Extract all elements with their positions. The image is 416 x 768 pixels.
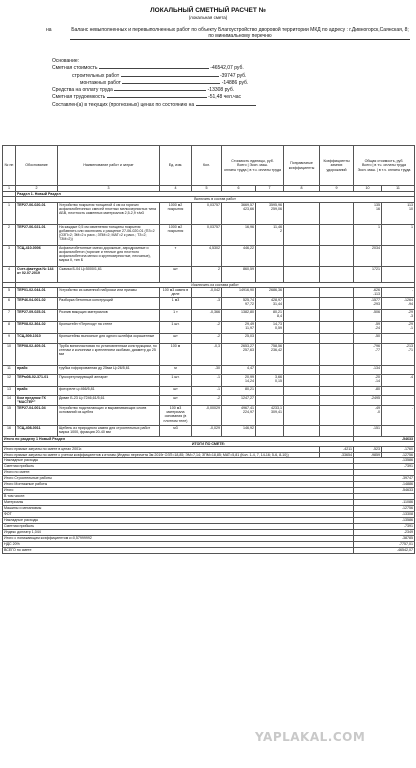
row-total: -49 -0: [354, 405, 382, 425]
row-number: 15: [3, 405, 16, 425]
row-winter: [320, 321, 354, 333]
totals-label: Итоги по смете:: [3, 470, 354, 476]
row-expl-total: -: [382, 405, 415, 425]
totals-value: -13308: [354, 512, 415, 518]
row-basis: ТЕР27-09-025-01: [16, 309, 58, 321]
row-unit: 1000 м2 покрытия: [160, 202, 192, 224]
row-qty: -2: [192, 333, 222, 343]
summary-labor: Сметная трудоемкость -51,48 чел.час: [52, 94, 242, 101]
table-row: [3, 321, 415, 333]
row-unit-expl: [256, 333, 284, 343]
totals-label: НДС 20%: [3, 542, 354, 548]
totals-row: [3, 548, 415, 554]
row-coef: [284, 374, 320, 386]
table-row: [3, 202, 415, 224]
table-row: [3, 333, 415, 343]
table-row: [3, 287, 415, 297]
row-coef: [284, 386, 320, 395]
page-title: ЛОКАЛЬНЫЙ СМЕТНЫЙ РАСЧЕТ №: [150, 7, 266, 14]
row-total: 1: [354, 224, 382, 245]
row-number: 14: [3, 395, 16, 405]
row-unit: шт: [160, 266, 192, 282]
table-row: [3, 245, 415, 266]
total-direct-row: Итого прямые затраты по смете в ценах 2001г. -4211 -523 -1760: [4, 447, 414, 452]
table-row: [3, 374, 415, 386]
row-winter: [320, 266, 354, 282]
row-unit-total: 525,74 97,72: [222, 297, 256, 309]
totals-value: -7757,01: [354, 542, 415, 548]
table-row: [3, 425, 415, 436]
totals-label: ФОТ: [3, 512, 354, 518]
object-prefix: на: [46, 27, 52, 33]
summary-construction: строительных работ -39747 руб.: [72, 72, 247, 79]
included-row: Включить в состав работ: [3, 197, 415, 202]
summary-wages: Средства на оплату труда -13308 руб.: [52, 87, 235, 94]
row-coef: [284, 202, 320, 224]
totals-value: -12756: [354, 506, 415, 512]
row-total: -50: [354, 333, 382, 343]
table-row: [3, 266, 415, 282]
row-expl-total: -1264 -94: [382, 297, 415, 309]
col-header-unit-cost: Стоимость единицы, руб. Всего | Эксп. маш. оплаты труда | в т.ч. оплаты труда: [222, 146, 284, 186]
totals-value: -46542,07: [354, 548, 415, 554]
summary-prices-date: Составлен(а) в текущих (прогнозных) ценах по состоянию на: [52, 102, 256, 109]
col-header-qty: Кол.: [192, 146, 222, 186]
row-basis: ТЕРм08-02-371-01: [16, 374, 58, 386]
row-winter: [320, 365, 354, 374]
row-expl-total: [382, 333, 415, 343]
totals-label: Накладные расходы: [3, 518, 354, 524]
row-winter: [320, 297, 354, 309]
row-coef: [284, 287, 320, 297]
row-expl-total: -213 -71: [382, 343, 415, 365]
row-unit-total: 14916,90: [222, 287, 256, 297]
row-unit: 100 м3 камня в деле: [160, 287, 192, 297]
row-expl-total: [382, 395, 415, 405]
col-header-basis: Обоснование: [16, 146, 58, 186]
row-unit-expl: 428,97 31,44: [256, 297, 284, 309]
row-qty: 0,03757: [192, 202, 222, 224]
row-expl-total: -29 -1: [382, 321, 415, 333]
row-number: 3: [3, 245, 16, 266]
row-number: 9: [3, 333, 16, 343]
row-unit: шт: [160, 395, 192, 405]
col-header-coef: Поправочные коэффициенты: [284, 146, 320, 186]
totals-value: -7391: [354, 524, 415, 530]
row-name: трубка гофрированная ду 25мм Ц=26/5,61: [58, 365, 160, 374]
row-expl-total: [382, 365, 415, 374]
row-name: Диван Б-23 Ц=7246,61/5,61: [58, 395, 160, 405]
totals-label: Сметная прибыль: [3, 464, 354, 470]
watermark-text: YAPLAKAL.COM: [255, 730, 366, 744]
row-unit: 1 т: [160, 309, 192, 321]
row-winter: [320, 405, 354, 425]
row-expl-total: [382, 245, 415, 266]
row-unit: 1 м3: [160, 297, 192, 309]
row-total: -59 -24: [354, 321, 382, 333]
row-winter: [320, 309, 354, 321]
row-winter: [320, 386, 354, 395]
row-unit-expl: 3,66 0,15: [256, 374, 284, 386]
row-name: Щебень из природного камня для строительных работ марка 1000, фракция 20-40 мм: [58, 425, 160, 436]
row-number: 10: [3, 343, 16, 365]
row-coef: [284, 266, 320, 282]
row-qty: -0,366: [192, 309, 222, 321]
row-number: 6: [3, 297, 16, 309]
row-number: 1: [3, 202, 16, 224]
row-unit: 1 шт.: [160, 374, 192, 386]
row-unit-expl: 4233,1 309,41: [256, 405, 284, 425]
row-qty: -0,3: [192, 343, 222, 365]
row-qty: -1: [192, 374, 222, 386]
row-basis: ТЕР08-02-409-01: [16, 343, 58, 365]
row-name: Скамья Б-04 Ц=5000/1,61: [58, 266, 160, 282]
summary-basis: Основание:: [52, 58, 80, 64]
page-subtitle: (локальная смета): [188, 15, 228, 20]
row-unit: шт: [160, 386, 192, 395]
row-qty: -0,00029: [192, 405, 222, 425]
row-name: Разборка бетонных конструкций: [58, 297, 160, 309]
row-unit: шт: [160, 333, 192, 343]
row-number: 2: [3, 224, 16, 245]
row-unit: 1 шт.: [160, 321, 192, 333]
row-winter: [320, 343, 354, 365]
row-unit-total: 20,99 14,24: [222, 374, 256, 386]
row-unit-expl: [256, 425, 284, 436]
row-unit-total: 4967,41 224,97: [222, 405, 256, 425]
row-expl-total: [382, 425, 415, 436]
row-basis: Ком предлож ГК "МАСТЕР": [16, 395, 58, 405]
row-total: 1721: [354, 266, 382, 282]
row-expl-total: -: [382, 287, 415, 297]
row-unit-expl: 11,46 2: [256, 224, 284, 245]
row-name: фотореле ц=466/5,81: [58, 386, 160, 395]
row-winter: [320, 425, 354, 436]
totals-value: -54633: [354, 488, 415, 494]
col-header-unit: Ед. изм.: [160, 146, 192, 186]
row-unit-total: 80,21: [222, 386, 256, 395]
summary-mounting: монтажных работ -14886 руб.: [80, 79, 249, 86]
row-qty: 0,03757: [192, 224, 222, 245]
row-unit-total: 16,96: [222, 224, 256, 245]
row-expl-total: 1: [382, 224, 415, 245]
estimate-totals-header: ИТОГИ ПО СМЕТЕ:: [3, 442, 415, 447]
row-unit-total: 25,03: [222, 333, 256, 343]
row-unit-expl: 14,73 0,59: [256, 321, 284, 333]
col-header-no: № пп: [3, 146, 16, 186]
row-coef: [284, 224, 320, 245]
totals-value: -7391: [354, 464, 415, 470]
row-unit-expl: 80,21 8,4: [256, 309, 284, 321]
row-unit-total: 4,47: [222, 365, 256, 374]
row-winter: [320, 287, 354, 297]
row-total: -151: [354, 425, 382, 436]
row-unit-total: 146,92: [222, 425, 256, 436]
row-coef: [284, 333, 320, 343]
table-row: [3, 365, 415, 374]
totals-value: -13586: [354, 458, 415, 464]
row-expl-total: 113 10: [382, 202, 415, 224]
row-total: -1577 -293: [354, 297, 382, 309]
totals-value: -39747: [354, 476, 415, 482]
totals-value: -11086: [354, 500, 415, 506]
row-basis: ТЕР01-02-044-01: [16, 287, 58, 297]
row-coef: [284, 245, 320, 266]
row-total: -2495: [354, 395, 382, 405]
row-total: -796 -77: [354, 343, 382, 365]
row-total: -626 -113: [354, 287, 382, 297]
estimate-table: [2, 145, 415, 554]
totals-label: Итого: [3, 488, 354, 494]
row-qty: -30: [192, 365, 222, 374]
summary-cost: Сметная стоимость -46542,07 руб.: [52, 65, 244, 72]
row-basis: ТСЦ-509-1010: [16, 333, 58, 343]
table-row: [3, 405, 415, 425]
table-row: [3, 386, 415, 395]
row-expl-total: -29 -3: [382, 309, 415, 321]
totals-label: Итого Монтажные работы: [3, 482, 354, 488]
row-basis: ТЕР27-04-001-04: [16, 405, 58, 425]
totals-label: Сметная прибыль: [3, 524, 354, 530]
row-total: -134: [354, 365, 382, 374]
row-unit-expl: [256, 245, 284, 266]
row-unit: м3: [160, 425, 192, 436]
totals-label: Материалы: [3, 500, 354, 506]
row-qty: -2: [192, 321, 222, 333]
table-row: [3, 224, 415, 245]
row-total: -20 -14: [354, 374, 382, 386]
row-number: 16: [3, 425, 16, 436]
row-name: Асфальтобетонные смеси дорожные, аэродромные и асфальтобетон (горячие и теплые для плотного асфальтобетона мелко и крупнозернистые, песчаные), марка II, тип Б: [58, 245, 160, 266]
row-unit: 100 м: [160, 343, 192, 365]
row-unit-expl: [256, 266, 284, 282]
totals-label: Итого Строительные работы: [3, 476, 354, 482]
row-name: Розлив вяжущих материалов: [58, 309, 160, 321]
row-qty: -2: [192, 395, 222, 405]
table-row: [3, 309, 415, 321]
row-name: Кронштейны выносные для одного шлейфа окрашенные: [58, 333, 160, 343]
row-winter: [320, 202, 354, 224]
row-unit-total: 2653,27 257,63: [222, 343, 256, 365]
row-name: Устройство подстилающих и выравнивающих слоев оснований из щебня: [58, 405, 160, 425]
totals-label: Накладные расходы: [3, 458, 354, 464]
total-indexed-row: Итого прямые затраты по смете с учетом коэффициентов к итогам (Индекс пересчета 3м 2019г ОЗП=18,85; ЭМ=7,14; ЗПМ=18,85; МАТ=5,81 (Кол. 1-4, 7, 14-16; 5-6, 8-10)) -33654 -9859 -12756: [4, 452, 414, 457]
summary-block: [52, 58, 256, 109]
totals-value: -2349: [354, 530, 415, 536]
row-winter: [320, 333, 354, 343]
row-name: Кронштейн «Переход» на стене: [58, 321, 160, 333]
row-basis: прайс: [16, 365, 58, 374]
row-coef: [284, 309, 320, 321]
row-number: 13: [3, 386, 16, 395]
row-unit: 1000 м2 покрытия: [160, 224, 192, 245]
row-coef: [284, 297, 320, 309]
col-header-winter: Коэффициенты зимних удорожаний: [320, 146, 354, 186]
section-total-row: Итого по разделу 1 Новый Раздел -54633: [4, 436, 414, 441]
row-qty: -3: [192, 297, 222, 309]
row-basis: прайс: [16, 386, 58, 395]
row-qty: -1: [192, 386, 222, 395]
totals-value: -14886: [354, 482, 415, 488]
col-header-name: Наименование работ и затрат: [58, 146, 160, 186]
table-row: [3, 297, 415, 309]
totals-value: -13586: [354, 518, 415, 524]
row-expl-total: [382, 386, 415, 395]
row-unit-expl: [256, 386, 284, 395]
row-unit-expl: [256, 365, 284, 374]
row-coef: [284, 365, 320, 374]
row-name: Устройство из каменной наброски или призмы: [58, 287, 160, 297]
row-qty: -0,029: [192, 425, 222, 436]
col-header-total-cost: Общая стоимость, руб. Всего | в т.ч. оплаты труда Эксп. маш. | в т.ч. оплаты труда: [354, 146, 415, 186]
row-unit: м: [160, 365, 192, 374]
row-number: 11: [3, 365, 16, 374]
table-header-row: [3, 146, 415, 186]
row-basis: ТЕР46-04-001-02: [16, 297, 58, 309]
row-coef: [284, 395, 320, 405]
totals-label: В том числе:: [3, 494, 354, 500]
row-unit-expl: 758,56 236,42: [256, 343, 284, 365]
row-name: Пускорегулирующий аппарат: [58, 374, 160, 386]
row-qty: -0,042: [192, 287, 222, 297]
row-total: -80: [354, 386, 382, 395]
row-unit-expl: [256, 395, 284, 405]
totals-label: Итого с понижающим коэффициентом к=0,57999992: [3, 536, 354, 542]
row-basis: ТСЦ-408-0011: [16, 425, 58, 436]
row-unit-expl: 2686,36: [256, 287, 284, 297]
object-underline: [70, 39, 410, 40]
row-basis: Счет-фактура № 144 от 02.07.2019: [16, 266, 58, 282]
row-basis: ТСЦ-410-0006: [16, 245, 58, 266]
row-winter: [320, 395, 354, 405]
row-total: 2034: [354, 245, 382, 266]
row-number: 7: [3, 309, 16, 321]
row-expl-total: -4: [382, 374, 415, 386]
row-expl-total: [382, 266, 415, 282]
excluded-row: Исключить из состава работ: [3, 282, 415, 287]
row-coef: [284, 425, 320, 436]
table-row: [3, 395, 415, 405]
object-name: Баланс невыполненных и перевыполненных работ по объекту Благоустройство дворовой территории МКД по адресу : г.Дивногорск,Саянская, 8; по минимальному перечню: [71, 27, 409, 39]
row-unit-total: 1247,27: [222, 395, 256, 405]
row-total: -506: [354, 309, 382, 321]
row-unit-expl: 3595,96 259,06: [256, 202, 284, 224]
row-number: 4: [3, 266, 16, 282]
row-unit-total: 3669,57 423,66: [222, 202, 256, 224]
row-name: На каждые 0,5 см изменения толщины покрытия добавлять или исключать к расценке 27-06-020-01 (ПЗ=2 (ОЗП=2; ЭМ=2 к расх.; ЗПМ=2; МАТ=2 к расх.; ТЗ=2; ТЗМ=2)): [58, 224, 160, 245]
row-number: 12: [3, 374, 16, 386]
col-number-row: 1 2 3 4 5 6 7 8 9 10 11: [3, 186, 415, 192]
row-coef: [284, 343, 320, 365]
row-unit: т: [160, 245, 192, 266]
row-unit-total: 860,59: [222, 266, 256, 282]
row-unit-total: 29,49 11,97: [222, 321, 256, 333]
row-number: 8: [3, 321, 16, 333]
section-row: Раздел 1. Новый Раздел: [3, 192, 415, 197]
row-basis: ТЕР08-02-364-02: [16, 321, 58, 333]
table-row: [3, 343, 415, 365]
row-coef: [284, 405, 320, 425]
row-winter: [320, 374, 354, 386]
row-basis: ТЕР27-06-021-01: [16, 224, 58, 245]
row-qty: 4,5302: [192, 245, 222, 266]
row-basis: ТЕР27-06-020-01: [16, 202, 58, 224]
row-qty: 2: [192, 266, 222, 282]
totals-label: ВСЕГО по смете: [3, 548, 354, 554]
totals-label: Индекс доплатр 1,044: [3, 530, 354, 536]
row-unit-total: 1382,80: [222, 309, 256, 321]
row-name: Труба винипластовая по установленным конструкциям, по стенам и колоннам с креплением скобами, диаметр до 25 мм: [58, 343, 160, 365]
row-winter: [320, 224, 354, 245]
row-unit-total: 446,22: [222, 245, 256, 266]
row-name: Устройство покрытия толщиной 4 см из горячих асфальтобетонных смесей плотных мелкозернистых типа АБВ, плотность каменных материалов 2,5-2,9 т/м3: [58, 202, 160, 224]
row-number: 5: [3, 287, 16, 297]
totals-label: Машины и механизмы: [3, 506, 354, 512]
row-winter: [320, 245, 354, 266]
row-coef: [284, 321, 320, 333]
row-total: 135 16: [354, 202, 382, 224]
totals-value: -38785: [354, 536, 415, 542]
row-unit: 100 м3 материала основания (в плотном теле): [160, 405, 192, 425]
